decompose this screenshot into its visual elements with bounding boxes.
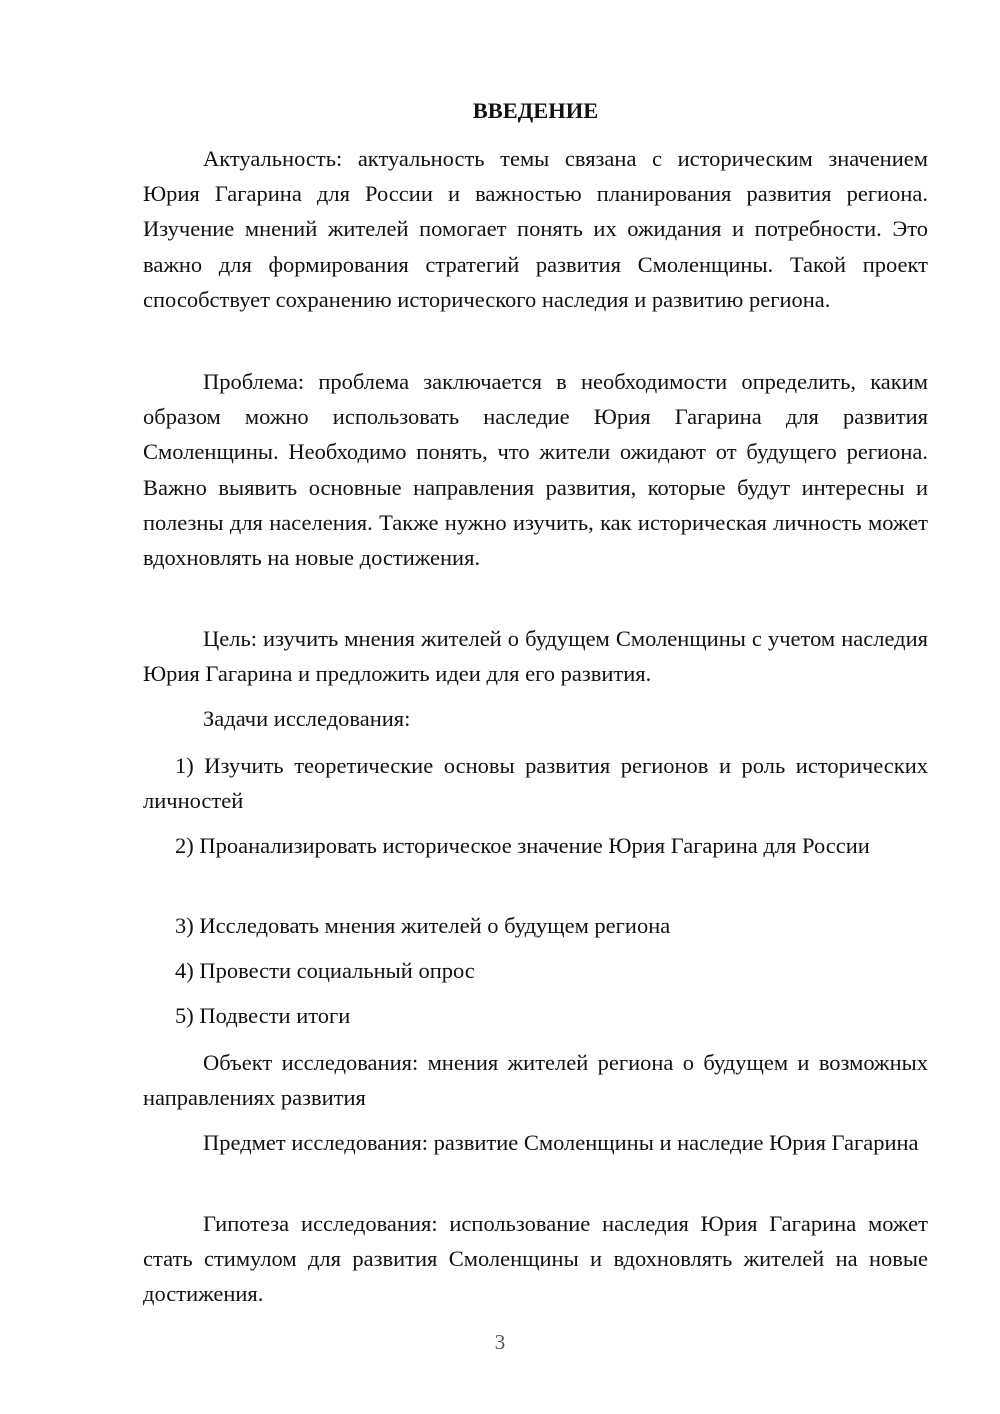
- hypothesis-paragraph: Гипотеза исследования: использование наследия Юрия Гагарина может стать стимулом для развития Смоленщины и вдохновлять жителей на новые достижения.: [143, 1211, 928, 1307]
- task-item: 2) Проанализировать историческое значение Юрия Гагарина для России: [175, 833, 870, 858]
- task-item: 3) Исследовать мнения жителей о будущем региона: [175, 913, 671, 938]
- section-title: ВВЕДЕНИЕ: [472, 98, 599, 123]
- task-item-4-block: [143, 953, 928, 988]
- goal-paragraph: Цель: изучить мнения жителей о будущем Смоленщины с учетом наследия Юрия Гагарина и предложить идеи для его развития.: [143, 626, 928, 687]
- task-item: 4) Провести социальный опрос: [175, 958, 475, 983]
- problem-paragraph-block: [143, 364, 928, 575]
- page-number: 3: [494, 1330, 506, 1354]
- relevance-paragraph-block: [143, 141, 928, 317]
- problem-paragraph: Проблема: проблема заключается в необходимости определить, каким образом можно использовать наследие Юрия Гагарина для развития Смоленщины. Необходимо понять, что жители ожидают от будущего региона. Важно выявить основные направления развития, которые будут интересны и полезны для населения. Также нужно изучить, как историческая личность может вдохновлять на новые достижения.: [143, 369, 928, 571]
- hypothesis-paragraph-block: [143, 1206, 928, 1312]
- task-item: 5) Подвести итоги: [175, 1003, 351, 1028]
- tasks-heading: Задачи исследования:: [203, 706, 411, 731]
- tasks-heading-block: [143, 701, 928, 736]
- object-paragraph-block: [143, 1045, 928, 1115]
- goal-paragraph-block: [143, 621, 928, 691]
- object-paragraph: Объект исследования: мнения жителей региона о будущем и возможных направлениях развития: [143, 1050, 928, 1111]
- subject-paragraph: Предмет исследования: развитие Смоленщины и наследие Юрия Гагарина: [203, 1130, 919, 1155]
- task-item-5-block: [143, 998, 928, 1033]
- subject-paragraph-block: [143, 1125, 928, 1160]
- relevance-paragraph: Актуальность: актуальность темы связана с историческим значением Юрия Гагарина для России и важностью планирования развития региона. Изучение мнений жителей помогает понять их ожидания и потребности. Это важно для формирования стратегий развития Смоленщины. Такой проект способствует сохранению исторического наследия и развитию региона.: [143, 146, 928, 312]
- task-item-3-block: [143, 908, 928, 943]
- task-item: 1) Изучить теоретические основы развития регионов и роль исторических личностей: [143, 753, 928, 814]
- task-item-2-block: [143, 828, 928, 863]
- task-item-1-block: [143, 748, 928, 818]
